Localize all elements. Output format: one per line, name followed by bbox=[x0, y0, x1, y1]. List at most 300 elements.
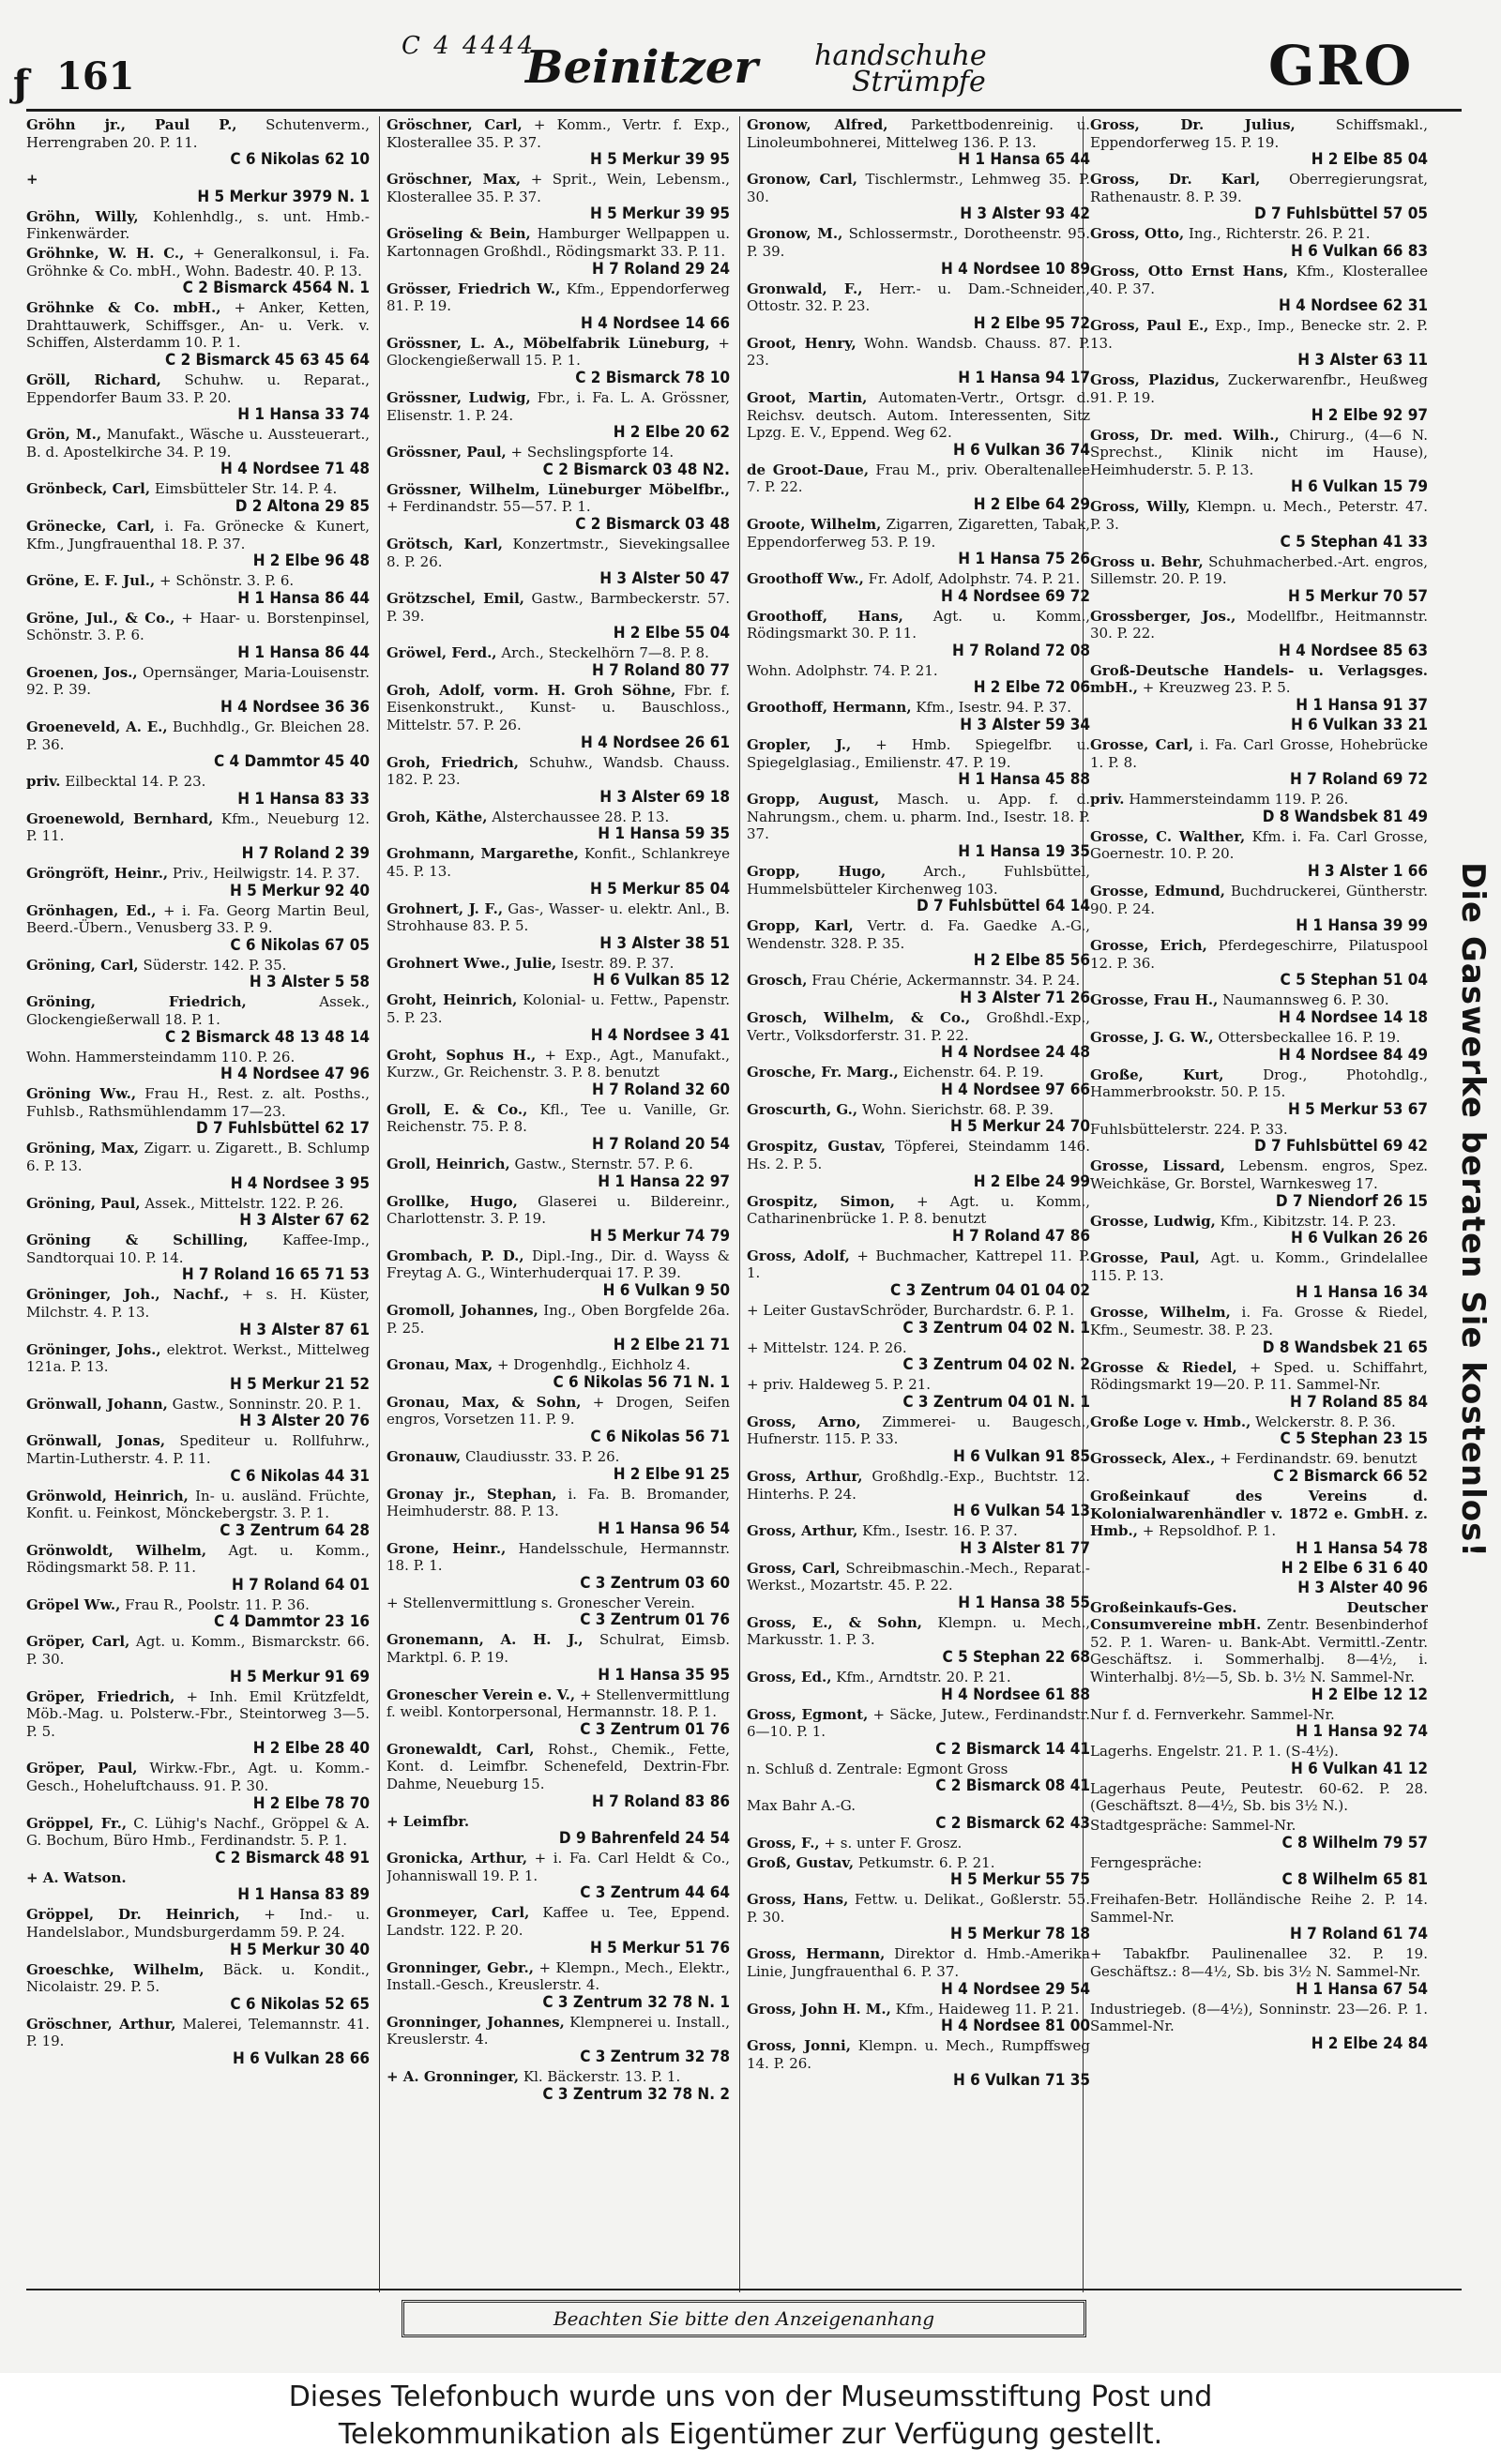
entry-name: Grosch, bbox=[747, 972, 808, 990]
directory-entry bbox=[1090, 1304, 1428, 1356]
entry-name: Grössner, Ludwig, bbox=[387, 388, 531, 406]
entry-name: Grönwall, Jonas, bbox=[26, 1432, 166, 1450]
directory-entry bbox=[747, 662, 1090, 698]
entry-name: Grosse, Paul, bbox=[1090, 1249, 1200, 1267]
directory-entry bbox=[26, 1906, 370, 1958]
directory-entry bbox=[1090, 171, 1428, 223]
entry-details: Fettw. u. Delikat., Goßlerstr. 55. P. 30. bbox=[747, 1891, 1090, 1926]
ownership-notice bbox=[0, 2373, 1501, 2464]
entry-phone: C 4 Dammtor 23 16 bbox=[214, 1612, 370, 1632]
entry-phone: H 7 Roland 20 54 bbox=[592, 1134, 730, 1154]
entry-name: Groht, Sophus H., bbox=[387, 1046, 537, 1064]
entry-phone: H 5 Merkur 39 95 bbox=[589, 150, 730, 170]
entry-details: Vertr. d. Fa. Gaedke A.-G., Wendenstr. 328. P. 35. bbox=[747, 917, 1090, 952]
directory-entry bbox=[387, 280, 730, 333]
directory-column-3 bbox=[747, 116, 1090, 2274]
entry-phone: H 4 Nordsee 14 18 bbox=[1279, 1008, 1428, 1027]
entry-phone: H 2 Elbe 24 99 bbox=[973, 1172, 1090, 1191]
directory-entry bbox=[747, 1854, 1090, 1890]
entry-name: Groote, Wilhelm, bbox=[747, 515, 882, 533]
entry-phone: C 3 Zentrum 64 28 bbox=[220, 1520, 370, 1540]
directory-entry bbox=[1090, 1413, 1428, 1449]
directory-entry bbox=[1090, 1213, 1428, 1248]
entry-phone: C 2 Bismarck 03 48 bbox=[575, 514, 730, 534]
entry-details: i. Fa. Grönecke & Kunert, Kfm., Jungfrauenthal 18. P. 37. bbox=[26, 517, 370, 552]
entry-name: Groß-Deutsche Handels- u. Verlagsges. mbH., bbox=[1090, 661, 1428, 697]
entry-details: + s. H. Küster, Milchstr. 4. P. 13. bbox=[26, 1286, 370, 1321]
header-divider bbox=[26, 109, 1462, 112]
directory-entry bbox=[387, 845, 730, 898]
directory-entry bbox=[747, 917, 1090, 970]
directory-entry bbox=[1090, 2001, 1428, 2053]
entry-details: Kohlenhdlg., s. unt. Hmb.-Finkenwärder. bbox=[26, 207, 370, 243]
entry-phone: H 3 Alster 59 34 bbox=[960, 716, 1090, 735]
entry-details: Alsterchaussee 28. P. 13. bbox=[492, 808, 670, 825]
entry-name: Gröne, E. F. Jul., bbox=[26, 572, 156, 590]
entry-phone: H 1 Hansa 75 26 bbox=[958, 550, 1090, 569]
entry-details: Claudiusstr. 33. P. 26. bbox=[464, 1447, 620, 1465]
entry-details: Max Bahr A.-G. bbox=[747, 1797, 856, 1815]
entry-name: Groll, E. & Co., bbox=[387, 1100, 528, 1118]
entry-name: Grospitz, Simon, bbox=[747, 1192, 895, 1210]
entry-phone: H 6 Vulkan 85 12 bbox=[592, 971, 730, 990]
directory-entry bbox=[387, 809, 730, 844]
directory-entry bbox=[1090, 1450, 1428, 1486]
entry-phone: H 2 Elbe 21 71 bbox=[613, 1336, 730, 1355]
entry-details: + Exp., Agt., Manufakt., Kurzw., Gr. Reichenstr. 3. P. 8. benutzt bbox=[387, 1046, 730, 1081]
directory-entry bbox=[387, 1156, 730, 1191]
entry-name: Groll, Heinrich, bbox=[387, 1155, 510, 1172]
entry-details: + i. Fa. Carl Heldt & Co., Johanniswall 19. P. 1. bbox=[387, 1850, 730, 1884]
entry-phone: H 7 Roland 80 77 bbox=[592, 660, 730, 680]
entry-name: Gröhnke, W. H. C., bbox=[26, 244, 185, 262]
directory-entry bbox=[747, 2001, 1090, 2036]
entry-name: Groenen, Jos., bbox=[26, 663, 138, 681]
directory-entry bbox=[747, 1339, 1090, 1375]
entry-phone: H 6 Vulkan 28 66 bbox=[232, 2048, 370, 2068]
entry-details: + Buchmacher, Kattrepel 11. P. 1. bbox=[747, 1247, 1090, 1282]
entry-name: priv. bbox=[1090, 791, 1125, 809]
entry-phone: H 3 Alster 67 62 bbox=[239, 1211, 370, 1231]
entry-name: Gröppel, Dr. Heinrich, bbox=[26, 1906, 240, 1924]
entry-name: Gropp, Hugo, bbox=[747, 863, 887, 881]
entry-details: Welckerstr. 8. P. 36. bbox=[1255, 1413, 1396, 1430]
entry-details: Stadtgespräche: Sammel-Nr. bbox=[1090, 1817, 1296, 1835]
entry-name: Gropp, Karl, bbox=[747, 917, 854, 935]
entry-details: Großhdlg.-Exp., Buchtstr. 12. Hinterhs. P. 24. bbox=[747, 1467, 1090, 1503]
entry-name: Groothoff Ww., bbox=[747, 570, 864, 588]
directory-entry bbox=[387, 2068, 730, 2104]
entry-name: Groot, Henry, bbox=[747, 334, 857, 352]
entry-phone: D 7 Fuhlsbüttel 62 17 bbox=[196, 1119, 370, 1139]
entry-phone: H 3 Alster 63 11 bbox=[1297, 351, 1428, 370]
entry-phone: H 2 Elbe 91 25 bbox=[613, 1464, 730, 1484]
entry-details: Schlossermstr., Dorotheenstr. 95. P. 39. bbox=[747, 225, 1090, 260]
entry-name: Gross, Arthur, bbox=[747, 1522, 858, 1540]
directory-entry bbox=[747, 171, 1090, 223]
directory-entry bbox=[387, 1631, 730, 1684]
directory-entry bbox=[387, 1959, 730, 2012]
entry-details: + Mittelstr. 124. P. 26. bbox=[747, 1338, 907, 1356]
entry-details: Arch., Steckelhörn 7—8. P. 8. bbox=[501, 644, 709, 662]
entry-details: Zentr. Besenbinderhof 52. P. 1. Waren- u. Bank-Abt. Vermittl.-Zentr. Geschäftsz. i. Sommerhalbj. 8—4½, i. Winterhalbj. 8½—5, Sb. b. 3½ N. Sammel-Nr. bbox=[1090, 1616, 1428, 1686]
entry-phone: H 5 Merkur 53 67 bbox=[1287, 1099, 1428, 1119]
entry-details: Industriegeb. (8—4½), Sonninstr. 23—26. P. 1. Sammel-Nr. bbox=[1090, 2000, 1428, 2035]
entry-phone: C 3 Zentrum 04 02 N. 1 bbox=[902, 1318, 1090, 1338]
directory-entry bbox=[747, 1064, 1090, 1099]
entry-name: Gröning Ww., bbox=[26, 1085, 137, 1103]
directory-entry bbox=[747, 1706, 1090, 1759]
entry-phone: C 6 Nikolas 56 71 N. 1 bbox=[553, 1372, 730, 1392]
entry-name: Gronwald, F., bbox=[747, 280, 863, 297]
directory-entry bbox=[1090, 317, 1428, 370]
directory-entry bbox=[26, 299, 370, 370]
entry-details: Petkumstr. 6. P. 21. bbox=[857, 1853, 995, 1871]
entry-name: Grönecke, Carl, bbox=[26, 517, 155, 535]
directory-entry bbox=[387, 536, 730, 588]
entry-phone: C 2 Bismarck 45 63 45 64 bbox=[165, 350, 370, 370]
entry-details: Kfl., Tee u. Vanille, Gr. Reichenstr. 75. P. 8. bbox=[387, 1100, 730, 1136]
entry-details: Malerei, Telemannstr. 41. P. 19. bbox=[26, 2015, 370, 2050]
directory-entry bbox=[387, 1486, 730, 1538]
directory-entry bbox=[387, 1850, 730, 1902]
entry-phone: H 1 Hansa 92 74 bbox=[1296, 1722, 1428, 1742]
entry-name: Grösser, Friedrich W., bbox=[387, 280, 561, 297]
directory-entry bbox=[1090, 937, 1428, 990]
entry-details: Buchdruckerei, Güntherstr. 90. P. 24. bbox=[1090, 883, 1428, 917]
entry-details: Hammersteindamm 119. P. 26. bbox=[1129, 791, 1349, 809]
entry-details: Tischlermstr., Lehmweg 35. P. 30. bbox=[747, 171, 1090, 205]
entry-details: + Klempn., Mech., Elektr., Install.-Gesch., Kreuslerstr. 4. bbox=[387, 1958, 730, 1994]
directory-entry bbox=[26, 171, 370, 206]
directory-entry bbox=[1090, 1780, 1428, 1815]
directory-entry bbox=[26, 1633, 370, 1685]
entry-name: Grönbeck, Carl, bbox=[26, 480, 151, 498]
entry-name: Groß, Gustav, bbox=[747, 1853, 855, 1871]
entry-phone: D 8 Wandsbek 21 65 bbox=[1262, 1338, 1428, 1357]
advert-tagline bbox=[814, 39, 987, 98]
entry-details: + Inh. Emil Krützfeldt, Möb.-Mag. u. Polsterw.-Fbr., Steintorweg 3—5. P. 5. bbox=[26, 1687, 370, 1740]
directory-entry bbox=[26, 1961, 370, 2014]
entry-details: Gastw., Barmbeckerstr. 57. P. 39. bbox=[387, 590, 730, 625]
directory-entry bbox=[747, 1468, 1090, 1520]
entry-phone: C 6 Nikolas 67 05 bbox=[230, 935, 370, 955]
directory-entry bbox=[387, 1394, 730, 1446]
entry-phone: C 2 Bismarck 48 91 bbox=[215, 1848, 370, 1867]
entry-name: + bbox=[26, 171, 38, 189]
entry-details: C. Lühig's Nachf., Gröppel & A. G. Bochum, Büro Hmb., Ferdinandstr. 5. P. 1. bbox=[26, 1814, 370, 1850]
directory-entry bbox=[26, 371, 370, 424]
directory-entry bbox=[387, 1356, 730, 1392]
entry-details: Kfm. i. Fa. Carl Grosse, Goernestr. 10. P. 20. bbox=[1090, 827, 1428, 863]
entry-phone: H 2 Elbe 85 56 bbox=[973, 951, 1090, 971]
entry-phone: H 4 Nordsee 3 41 bbox=[590, 1025, 730, 1045]
entry-phone: H 4 Nordsee 10 89 bbox=[941, 259, 1090, 279]
directory-entry bbox=[747, 972, 1090, 1007]
entry-name: Gross, Dr. Julius, bbox=[1090, 116, 1296, 133]
entry-name: Grosse, Erich, bbox=[1090, 937, 1207, 955]
entry-details: Zigarren, Zigaretten, Tabak, Eppendorferweg 53. P. 19. bbox=[747, 515, 1090, 551]
entry-details: Wirkw.-Fbr., Agt. u. Komm.-Gesch., Hoheluftchauss. 91. P. 30. bbox=[26, 1760, 370, 1795]
entry-phone: H 2 Elbe 24 84 bbox=[1311, 2033, 1428, 2053]
entry-phone: H 5 Merkur 3979 N. 1 bbox=[197, 187, 370, 206]
entry-details: Lagerhs. Engelstr. 21. P. 1. (S-4½). bbox=[1090, 1743, 1339, 1761]
entry-details: + Drogenhdlg., Eichholz 4. bbox=[496, 1356, 690, 1374]
entry-phone: H 3 Alster 93 42 bbox=[960, 204, 1090, 224]
entry-name: Gröppel, Fr., bbox=[26, 1814, 128, 1832]
entry-details: Nur f. d. Fernverkehr. Sammel-Nr. bbox=[1090, 1705, 1335, 1723]
entry-phone: H 4 Nordsee 29 54 bbox=[941, 1979, 1090, 1999]
entry-details: Spediteur u. Rollfuhrw., Martin-Lutherstr. 4. P. 11. bbox=[26, 1432, 370, 1467]
entry-details: + Sprit., Wein, Lebensm., Klosterallee 35. P. 37. bbox=[387, 171, 730, 205]
directory-entry bbox=[26, 664, 370, 717]
entry-details: Fbr. f. Eisenkonstrukt., Kunst- u. Bauschloss., Mittelstr. 57. P. 26. bbox=[387, 681, 730, 734]
entry-details: Wohn. Sierichstr. 68. P. 39. bbox=[861, 1100, 1054, 1118]
directory-entry bbox=[387, 1813, 730, 1849]
directory-entry bbox=[747, 1302, 1090, 1338]
entry-phone: H 3 Alster 5 58 bbox=[249, 973, 370, 992]
entry-phone: H 5 Merkur 92 40 bbox=[229, 881, 370, 900]
entry-phone: C 6 Nikolas 56 71 bbox=[590, 1427, 730, 1446]
directory-entry bbox=[747, 335, 1090, 387]
directory-entry bbox=[1090, 1945, 1428, 1998]
directory-entry bbox=[387, 116, 730, 169]
entry-name: Groothoff, Hans, bbox=[747, 607, 903, 625]
entry-phone: H 6 Vulkan 71 35 bbox=[952, 2071, 1090, 2091]
page-edge-mark: ƒ bbox=[13, 62, 30, 106]
directory-entry bbox=[26, 1140, 370, 1192]
directory-entry bbox=[387, 1595, 730, 1630]
entry-details: Isestr. 89. P. 37. bbox=[561, 954, 675, 972]
entry-details: Wohn. Hammersteindamm 110. P. 26. bbox=[26, 1048, 296, 1066]
entry-phone: H 5 Merkur 85 04 bbox=[589, 879, 730, 899]
entry-name: Gröning & Schilling, bbox=[26, 1232, 249, 1249]
entry-name: Gronemann, A. H. J., bbox=[387, 1631, 584, 1649]
directory-entry bbox=[1090, 1817, 1428, 1852]
entry-name: Gropp, August, bbox=[747, 791, 880, 809]
entry-phone: D 7 Fuhlsbüttel 69 42 bbox=[1254, 1137, 1428, 1156]
entry-details: Naumannsweg 6. P. 30. bbox=[1222, 991, 1389, 1009]
entry-details: Frau Chérie, Ackermannstr. 34. P. 24. bbox=[811, 972, 1081, 990]
entry-name: Grosse & Riedel, bbox=[1090, 1358, 1237, 1376]
directory-entry bbox=[387, 900, 730, 953]
entry-details: Fuhlsbüttelerstr. 224. P. 33. bbox=[1090, 1120, 1288, 1138]
entry-name: Gröhn, Willy, bbox=[26, 207, 139, 225]
entry-details: Zuckerwarenfbr., Heußweg 91. P. 19. bbox=[1090, 371, 1428, 406]
directory-entry bbox=[26, 993, 370, 1046]
side-advert bbox=[1454, 797, 1492, 1623]
entry-name: Gröne, Jul., & Co., bbox=[26, 609, 175, 627]
entry-name: Groh, Käthe, bbox=[387, 808, 488, 825]
entry-phone: C 8 Wilhelm 65 81 bbox=[1281, 1870, 1428, 1890]
entry-phone: H 1 Hansa 22 97 bbox=[598, 1172, 730, 1191]
directory-entry bbox=[387, 1193, 730, 1246]
entry-details: Süderstr. 142. P. 35. bbox=[143, 956, 287, 974]
directory-entry bbox=[26, 1596, 370, 1632]
entry-details: + Ferdinandstr. 55—57. P. 1. bbox=[387, 498, 591, 516]
directory-entry bbox=[1090, 791, 1428, 826]
directory-entry bbox=[387, 1247, 730, 1300]
directory-entry bbox=[747, 2037, 1090, 2090]
entry-name: Gross, Dr. med. Wilh., bbox=[1090, 426, 1280, 444]
entry-phone: H 1 Hansa 96 54 bbox=[598, 1519, 730, 1538]
directory-entry bbox=[747, 461, 1090, 514]
entry-details: Zigarr. u. Zigarett., B. Schlump 6. P. 13. bbox=[26, 1140, 370, 1174]
entry-details: Kfm., Arndtstr. 20. P. 21. bbox=[836, 1669, 1011, 1686]
entry-details: Ing., Oben Borgfelde 26a. P. 25. bbox=[387, 1301, 730, 1337]
entry-phone: H 1 Hansa 65 44 bbox=[958, 150, 1090, 170]
directory-entry bbox=[747, 1669, 1090, 1704]
entry-phone: H 2 Elbe 96 48 bbox=[252, 552, 370, 571]
entry-name: Grone, Heinr., bbox=[387, 1539, 507, 1557]
entry-phone: C 3 Zentrum 01 76 bbox=[580, 1610, 730, 1630]
entry-phone: H 2 Elbe 78 70 bbox=[252, 1793, 370, 1813]
entry-details: Schuhmacherbed.-Art. engros, Sillemstr. 20. P. 19. bbox=[1090, 552, 1428, 588]
entry-details: Automaten-Vertr., Ortsgr. d. Reichsv. deutsch. Autom. Interessenten, Sitz Lpzg. E. V., Eppend. Weg 62. bbox=[747, 388, 1090, 442]
entry-phone: H 1 Hansa 59 35 bbox=[598, 824, 730, 844]
entry-name: Grosseck, Alex., bbox=[1090, 1450, 1216, 1468]
entry-name: Gröninger, Joh., Nachf., bbox=[26, 1286, 230, 1304]
entry-details: Priv., Heilwigstr. 14. P. 37. bbox=[172, 865, 360, 883]
entry-phone: H 1 Hansa 86 44 bbox=[237, 588, 370, 608]
directory-entry bbox=[1090, 371, 1428, 424]
entry-name: Gronauw, bbox=[387, 1447, 462, 1465]
entry-phone: H 4 Nordsee 97 66 bbox=[941, 1080, 1090, 1099]
directory-entry bbox=[1090, 1488, 1428, 1558]
directory-entry bbox=[387, 1741, 730, 1811]
entry-name: Gronau, Max, & Sohn, bbox=[387, 1393, 582, 1411]
entry-name: Gross, F., bbox=[747, 1835, 820, 1852]
directory-entry bbox=[387, 389, 730, 442]
entry-details: Manufakt., Wäsche u. Aussteuerart., B. d. Apostelkirche 34. P. 19. bbox=[26, 426, 370, 461]
entry-phone: H 3 Alster 50 47 bbox=[599, 569, 730, 589]
entry-phone: H 3 Alster 81 77 bbox=[960, 1538, 1090, 1558]
entry-details: Frau M., priv. Oberaltenallee 7. P. 22. bbox=[747, 461, 1090, 496]
directory-entry bbox=[26, 572, 370, 608]
directory-entry bbox=[26, 1232, 370, 1284]
entry-phone: H 5 Merkur 51 76 bbox=[589, 1938, 730, 1958]
entry-details: Fbr., i. Fa. L. A. Grössner, Elisenstr. 1. P. 24. bbox=[387, 388, 730, 424]
entry-details: n. Schluß d. Zentrale: Egmont Gross bbox=[747, 1760, 1008, 1777]
entry-details: + priv. Haldeweg 5. P. 21. bbox=[747, 1376, 932, 1394]
directory-entry bbox=[26, 1432, 370, 1485]
entry-phone: C 2 Bismarck 03 48 N2. bbox=[542, 460, 730, 479]
entry-details: Agt. u. Komm., Grindelallee 115. P. 13. bbox=[1090, 1249, 1428, 1284]
entry-details: Buchhdlg., Gr. Bleichen 28. P. 36. bbox=[26, 718, 370, 753]
entry-details: + Stellenvermittlung s. Gronescher Verein. bbox=[387, 1594, 695, 1611]
entry-details: + Generalkonsul, i. Fa. Gröhnke & Co. mbH., Wohn. Badestr. 40. P. 13. bbox=[26, 244, 370, 280]
entry-name: + Leimfbr. bbox=[387, 1812, 470, 1830]
entry-phone: H 6 Vulkan 41 12 bbox=[1290, 1759, 1428, 1778]
entry-details: + Hmb. Spiegelfbr. u. Spiegelglasiag., Emilienstr. 47. P. 19. bbox=[747, 736, 1090, 771]
entry-details: Wohn. Wandsb. Chauss. 87. P. 23. bbox=[747, 334, 1090, 370]
footer-advert-box: Beachten Sie bitte den Anzeigenanhang bbox=[402, 2300, 1086, 2337]
entry-details: Konfit., Schlankreye 45. P. 13. bbox=[387, 845, 730, 881]
entry-name: Groscurth, G., bbox=[747, 1100, 858, 1118]
entry-details: Assek., Mittelstr. 122. P. 26. bbox=[144, 1194, 344, 1212]
entry-details: i. Fa. Grosse & Riedel, Kfm., Seumestr. 38. P. 23. bbox=[1090, 1304, 1428, 1338]
directory-entry bbox=[747, 570, 1090, 606]
entry-name: Grössner, L. A., Möbelfabrik Lüneburg, bbox=[387, 334, 710, 352]
entry-details: Lebensm. engros, Spez. Weichkäse, Gr. Borstel, Warnkesweg 17. bbox=[1090, 1157, 1428, 1192]
entry-details: Ing., Richterstr. 26. P. 21. bbox=[1188, 225, 1371, 243]
entry-details: Eilbecktal 14. P. 23. bbox=[65, 773, 206, 791]
entry-details: Zimmerei- u. Baugesch., Hufnerstr. 115. P. 33. bbox=[747, 1413, 1090, 1448]
directory-entry bbox=[26, 1488, 370, 1540]
entry-phone: H 4 Nordsee 14 66 bbox=[581, 313, 730, 333]
directory-entry bbox=[387, 444, 730, 479]
directory-entry bbox=[1090, 662, 1428, 715]
entry-details: Fr. Adolf, Adolphstr. 74. P. 21. bbox=[868, 570, 1081, 588]
entry-phone: H 1 Hansa 83 89 bbox=[237, 1885, 370, 1905]
entry-name: Grohnert Wwe., Julie, bbox=[387, 954, 557, 972]
entry-phone: H 2 Elbe 28 40 bbox=[252, 1739, 370, 1759]
entry-phone: H 1 Hansa 86 44 bbox=[237, 642, 370, 662]
entry-details: Kfm., Haideweg 11. P. 21. bbox=[895, 2000, 1080, 2018]
entry-name: Gross, John H. M., bbox=[747, 2000, 891, 2018]
entry-details: Herr.- u. Dam.-Schneider., Ottostr. 32. P. 23. bbox=[747, 280, 1090, 315]
entry-details: Großhdl.-Exp., Vertr., Volksdorferstr. 31. P. 22. bbox=[747, 1009, 1090, 1044]
entry-phone: H 3 Alster 20 76 bbox=[239, 1412, 370, 1431]
directory-entry bbox=[747, 1193, 1090, 1246]
directory-entry bbox=[1090, 1359, 1428, 1412]
directory-entry bbox=[747, 608, 1090, 660]
directory-entry bbox=[387, 1904, 730, 1957]
entry-details: + Drogen, Seifen engros, Vorsetzen 11. P. 9. bbox=[387, 1393, 730, 1429]
entry-name: Gröper, Friedrich, bbox=[26, 1687, 175, 1705]
entry-details: Schuhw., Wandsb. Chauss. 182. P. 23. bbox=[387, 753, 730, 789]
directory-entry bbox=[26, 1195, 370, 1231]
directory-entry bbox=[1090, 736, 1428, 789]
entry-details: Pferdegeschirre, Pilatuspool 12. P. 36. bbox=[1090, 937, 1428, 972]
entry-phone: H 7 Roland 32 60 bbox=[592, 1080, 730, 1099]
entry-phone: C 5 Stephan 51 04 bbox=[1280, 971, 1428, 990]
entry-name: Gross, Arno, bbox=[747, 1413, 861, 1430]
entry-phone: H 3 Alster 38 51 bbox=[599, 933, 730, 953]
entry-details: + Sped. u. Schiffahrt, Rödingsmarkt 19—20. P. 11. Sammel-Nr. bbox=[1090, 1358, 1428, 1394]
directory-entry bbox=[26, 1688, 370, 1759]
entry-phone: H 4 Nordsee 69 72 bbox=[941, 586, 1090, 606]
entry-details: Klempn. u. Mech., Rumpffsweg 14. P. 26. bbox=[747, 2037, 1090, 2072]
directory-entry bbox=[747, 1376, 1090, 1412]
entry-phone: H 2 Elbe 85 04 bbox=[1311, 150, 1428, 170]
directory-entry bbox=[26, 1085, 370, 1138]
entry-phone: C 3 Zentrum 01 76 bbox=[580, 1719, 730, 1739]
entry-name: Groot, Martin, bbox=[747, 388, 868, 406]
directory-column-1 bbox=[26, 116, 370, 2274]
directory-entry bbox=[26, 1396, 370, 1431]
entry-name: Großeinkaufs-Ges. Deutscher Consumvereine mbH. bbox=[1090, 1598, 1428, 1634]
entry-name: Gronninger, Johannes, bbox=[387, 2013, 565, 2031]
entry-details: Handelsschule, Hermannstr. 18. P. 1. bbox=[387, 1539, 730, 1575]
advert-tagline-line1: handschuhe bbox=[814, 39, 987, 72]
directory-entry bbox=[747, 863, 1090, 915]
entry-name: Gropler, J., bbox=[747, 736, 852, 754]
entry-phone: H 7 Roland 72 08 bbox=[952, 641, 1090, 660]
entry-phone: H 7 Roland 85 84 bbox=[1290, 1392, 1428, 1412]
entry-details: + Agt. u. Komm., Catharinenbrücke 1. P. 8. benutzt bbox=[747, 1192, 1090, 1228]
entry-name: Groh, Friedrich, bbox=[387, 753, 519, 771]
entry-details: Wohn. Adolphstr. 74. P. 21. bbox=[747, 661, 938, 679]
directory-entry bbox=[1090, 608, 1428, 660]
entry-phone: H 4 Nordsee 62 31 bbox=[1279, 296, 1428, 316]
entry-phone: H 2 Elbe 55 04 bbox=[613, 624, 730, 643]
entry-name: Gröseling & Bein, bbox=[387, 225, 531, 243]
directory-entry bbox=[387, 225, 730, 278]
directory-entry bbox=[387, 1540, 730, 1593]
directory-entry bbox=[26, 245, 370, 297]
directory-entry bbox=[1090, 1029, 1428, 1065]
